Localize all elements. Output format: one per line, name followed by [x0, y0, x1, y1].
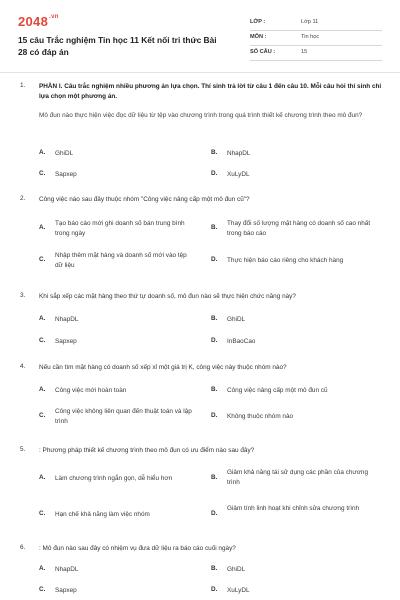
- option-text: Hạn chế khả năng làm việc nhóm: [55, 511, 150, 518]
- header-divider: [0, 72, 400, 73]
- option-text: Nhập thêm mặt hàng và doanh số mới vào tệp dữ liệu: [55, 252, 187, 269]
- option-letter: A.: [39, 386, 46, 393]
- option-letter: B.: [211, 386, 218, 393]
- option-text: NhapDL: [227, 150, 251, 157]
- option-text: Thay đổi số lượng mặt hàng có doanh số cao nhất trong báo cáo: [227, 220, 371, 237]
- question-text: : Mô đun nào sau đây có nhiệm vụ đưa dữ liệu ra báo cáo cuối ngày?: [39, 545, 236, 552]
- question-number: 6.: [20, 544, 26, 551]
- option-text: Sapxep: [55, 338, 77, 345]
- option-text: Không thuộc nhóm nào: [227, 413, 294, 420]
- info-value: Tin học: [301, 34, 320, 40]
- option-letter: D.: [211, 586, 218, 593]
- question-5: [20, 446, 382, 531]
- option-text: Giảm khả năng tái sử dụng các phần của chương trình: [227, 469, 368, 486]
- option-text: Giảm tính linh hoạt khi chỉnh sửa chương trình: [227, 505, 360, 512]
- info-table: [250, 16, 382, 61]
- question-number: 1.: [20, 82, 26, 89]
- question-3: [20, 292, 382, 352]
- question-text: : Phương pháp thiết kế chương trình theo mô đun có ưu điểm nào sau đây?: [39, 447, 255, 454]
- option-letter: B.: [211, 474, 218, 481]
- option-text: NhapDL: [55, 566, 79, 573]
- option-letter: C.: [39, 337, 46, 344]
- option-letter: D.: [211, 510, 218, 517]
- question-text: Công việc nào sau đây thuộc nhóm "Công việc nâng cấp một mô đun cũ"?: [39, 196, 250, 203]
- question-6: [20, 544, 382, 598]
- option-text: Thực hiện báo cáo riêng cho khách hàng: [227, 257, 344, 264]
- option-letter: C.: [39, 510, 46, 517]
- option-text: XuLyDL: [227, 171, 250, 178]
- question-2: [20, 195, 382, 285]
- option-letter: A.: [39, 474, 46, 481]
- option-text: Làm chương trình ngắn gọn, dễ hiểu hơn: [55, 475, 173, 482]
- option-text: NhapDL: [55, 316, 79, 323]
- info-label: SỐ CÂU :: [250, 49, 276, 55]
- question-number: 2.: [20, 195, 26, 202]
- info-label: LỚP :: [250, 19, 266, 25]
- option-letter: A.: [39, 149, 46, 156]
- option-letter: D.: [211, 170, 218, 177]
- option-letter: B.: [211, 315, 218, 322]
- option-letter: C.: [39, 412, 46, 419]
- question-number: 5.: [20, 446, 26, 453]
- info-row-subject: [250, 31, 382, 46]
- option-text: Công việc mới hoàn toàn: [55, 387, 127, 394]
- info-row-grade: [250, 16, 382, 31]
- info-row-count: [250, 46, 382, 61]
- question-4: [20, 363, 382, 438]
- question-text: PHẦN I. Câu trắc nghiệm nhiều phương án lựa chọn. Thí sinh trả lời từ câu 1 đến câu 10. Mỗi câu hỏi thí sinh chỉ lựa chọn một phương án.: [39, 83, 382, 100]
- option-letter: A.: [39, 315, 46, 322]
- question-1: [20, 82, 382, 192]
- site-logo[interactable]: $2048^{.vn}$: [18, 14, 59, 29]
- info-value: Lớp 11: [301, 19, 319, 25]
- question-number: 3.: [20, 292, 26, 299]
- option-letter: A.: [39, 224, 46, 231]
- option-letter: C.: [39, 586, 46, 593]
- option-letter: D.: [211, 256, 218, 263]
- option-text: GhiDL: [227, 316, 246, 323]
- option-text: InBaoCao: [227, 338, 256, 345]
- option-text: Tạo báo cáo mới ghi doanh số bán trung bình trong ngày: [55, 220, 185, 237]
- page-title: 15 câu Trắc nghiệm Tin học 11 Kết nối tri thức Bài 28 có đáp án: [18, 35, 217, 57]
- option-text: Sapxep: [55, 171, 77, 178]
- question-number: 4.: [20, 363, 26, 370]
- option-text: GhiDL: [227, 566, 246, 573]
- question-text: Khi sắp xếp các mặt hàng theo thứ tự doanh số, mô đun nào sẽ thực hiện chức năng này?: [39, 293, 296, 300]
- option-letter: C.: [39, 170, 46, 177]
- option-letter: D.: [211, 412, 218, 419]
- option-letter: B.: [211, 565, 218, 572]
- option-text: Sapxep: [55, 587, 77, 594]
- option-text: GhiDL: [55, 150, 74, 157]
- option-text: Công việc không liên quan đến thuật toán và lập trình: [55, 408, 192, 425]
- option-letter: B.: [211, 149, 218, 156]
- option-letter: B.: [211, 224, 218, 231]
- page-header: [18, 14, 382, 76]
- info-label: MÔN :: [250, 34, 267, 40]
- option-text: XuLyDL: [227, 587, 250, 594]
- option-text: Công việc nâng cấp một mô đun cũ: [227, 387, 328, 394]
- option-letter: D.: [211, 337, 218, 344]
- question-text: Nếu cần tìm mặt hàng có doanh số xếp xỉ một giá trị K, công việc này thuộc nhóm nào?: [39, 364, 287, 371]
- option-letter: A.: [39, 565, 46, 572]
- question-subtext: Mô đun nào thực hiện việc đọc dữ liệu từ tệp vào chương trình trong quá trình thiết kế chương trình theo mô đun?: [39, 112, 363, 119]
- info-value: 15: [301, 49, 308, 55]
- option-letter: C.: [39, 256, 46, 263]
